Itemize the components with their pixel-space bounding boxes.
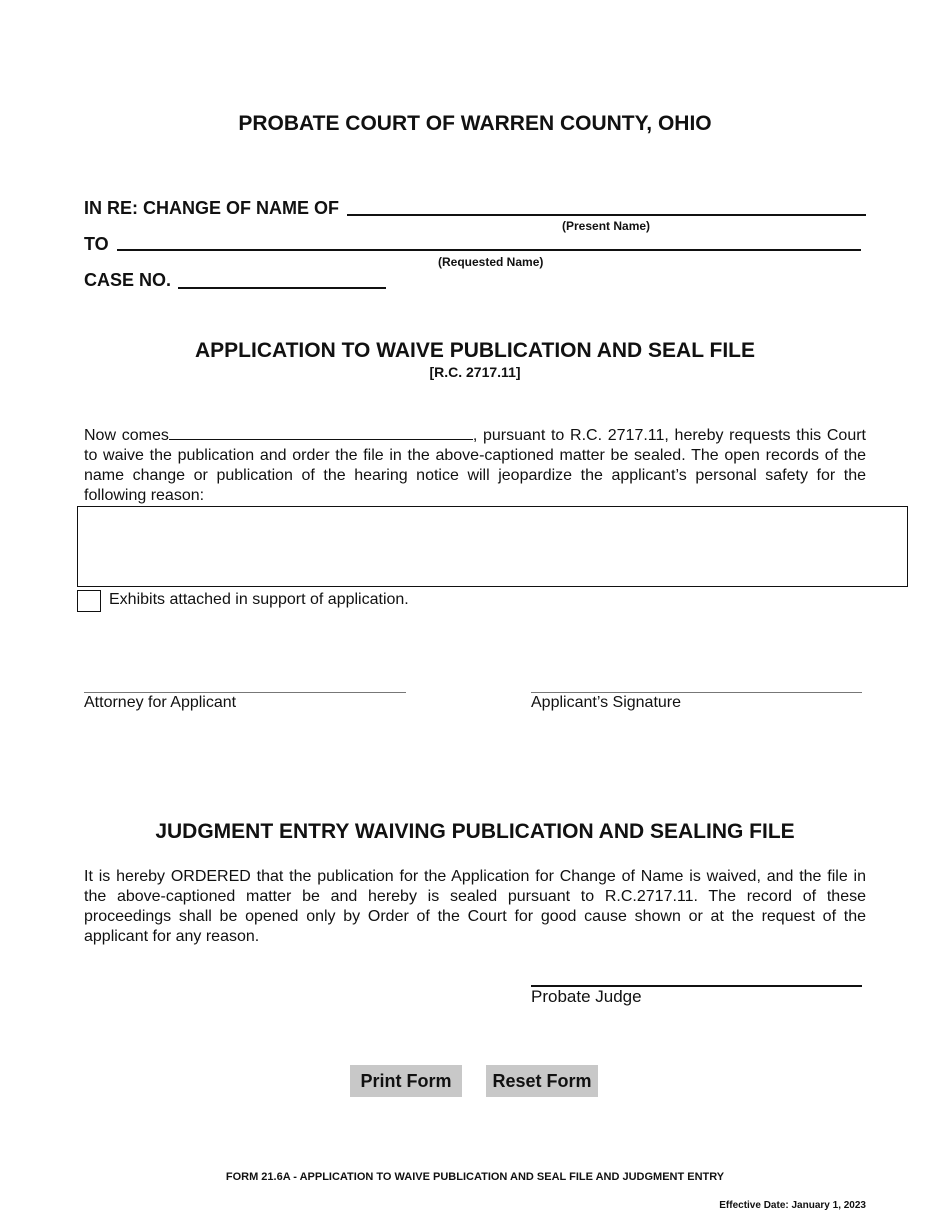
case-no-label: CASE NO. [84,270,172,290]
statute-reference: [R.C. 2717.11] [429,364,521,380]
requested-name-hint: (Requested Name) [438,255,544,269]
to-label: TO [84,234,109,254]
case-no-field[interactable] [178,287,386,289]
effective-date: Effective Date: January 1, 2023 [719,1200,866,1211]
exhibits-label: Exhibits attached in support of application. [109,591,409,608]
application-title: APPLICATION TO WAIVE PUBLICATION AND SEAL FILE [194,339,756,362]
application-body-text: , pursuant to R.C. 2717.11, hereby requests this Court to waive the publication and order the file in the above-captioned matter be sealed. The open records of the name change or publication of the hearing notice will jeopardize the applicant’s personal safety for the following reason: [84,427,866,504]
court-title: PROBATE COURT OF WARREN COUNTY, OHIO [238,112,712,135]
requested-name-field[interactable] [117,249,861,251]
reason-textarea[interactable] [77,506,908,587]
in-re-label: IN RE: CHANGE OF NAME OF [84,198,339,218]
reset-form-button[interactable]: Reset Form [486,1065,598,1097]
form-identifier: FORM 21.6A - APPLICATION TO WAIVE PUBLICATION AND SEAL FILE AND JUDGMENT ENTRY [225,1171,725,1183]
present-name-hint: (Present Name) [562,219,651,233]
judgment-title: JUDGMENT ENTRY WAIVING PUBLICATION AND SEALING FILE [155,820,795,843]
applicant-name-field[interactable] [169,425,473,440]
judge-label: Probate Judge [531,987,642,1006]
print-form-button[interactable]: Print Form [350,1065,462,1097]
now-comes-text: Now comes [84,427,169,444]
present-name-field[interactable] [347,214,866,216]
attorney-signature-line[interactable] [84,692,406,693]
attorney-label: Attorney for Applicant [84,694,237,711]
exhibits-checkbox[interactable] [77,590,101,612]
applicant-signature-label: Applicant’s Signature [531,694,682,711]
application-body [84,425,866,506]
judgment-body: It is hereby ORDERED that the publication for the Application for Change of Name is waived, and the file in the above-captioned matter be and hereby is sealed pursuant to R.C.2717.11. The record of these proceedings shall be opened only by Order of the Court for good cause shown or at the request of the applicant for any reason. [84,868,866,945]
applicant-signature-line[interactable] [531,692,862,693]
